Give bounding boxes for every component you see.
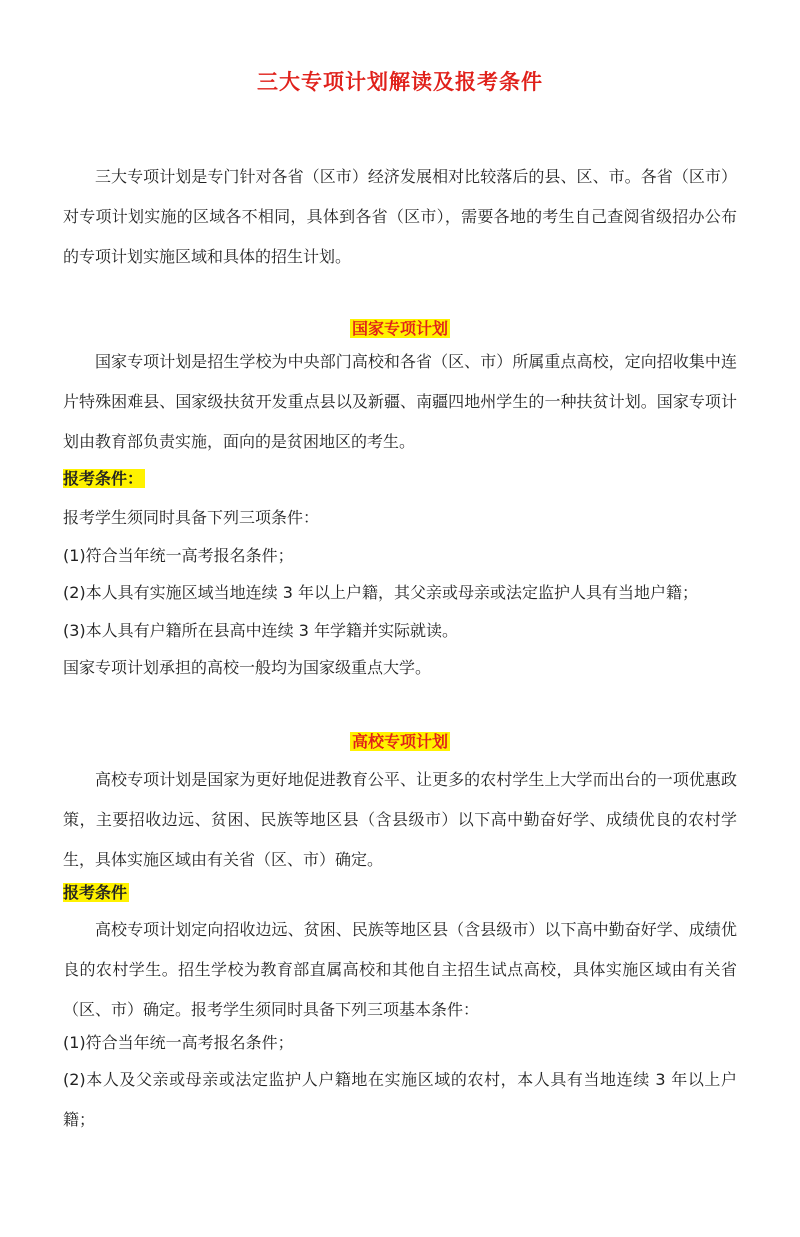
university-conditions-text: 高校专项计划定向招收边远、贫困、民族等地区县（含县级市）以下高中勤奋好学、成绩优良的农村学生。招生学校为教育部直属高校和其他自主招生试点高校，具体实施区域由有关省（区、市）确定。报考学生须同时具备下列三项基本条件： bbox=[63, 920, 737, 1019]
university-condition-item: (1)符合当年统一高考报名条件； bbox=[63, 1033, 294, 1052]
national-conditions-intro: 报考学生须同时具备下列三项条件： bbox=[63, 508, 320, 527]
university-condition-item: (2)本人及父亲或母亲或法定监护人户籍地在实施区域的农村，本人具有当地连续 3 年以上户籍； bbox=[63, 1070, 737, 1129]
page-title: 三大专项计划解读及报考条件 bbox=[257, 70, 543, 94]
university-plan-heading-text: 高校专项计划 bbox=[351, 732, 448, 751]
national-plan-description: 国家专项计划是招生学校为中央部门高校和各省（区、市）所属重点高校，定向招收集中连片特殊困难县、国家级扶贫开发重点县以及新疆、南疆四地州学生的一种扶贫计划。国家专项计划由教育部负责实施，面向的是贫困地区的考生。 bbox=[63, 352, 737, 451]
national-plan-heading-text: 国家专项计划 bbox=[351, 319, 448, 338]
national-condition-item: (2)本人具有实施区域当地连续 3 年以上户籍，其父亲或母亲或法定监护人具有当地户籍； bbox=[63, 583, 699, 602]
national-plan-heading bbox=[63, 316, 737, 342]
national-conditions-label bbox=[63, 466, 145, 492]
university-plan-description: 高校专项计划是国家为更好地促进教育公平、让更多的农村学生上大学而出台的一项优惠政策，主要招收边远、贫困、民族等地区县（含县级市）以下高中勤奋好学、成绩优良的农村学生，具体实施区域由有关省（区、市）确定。 bbox=[63, 770, 737, 869]
national-condition-item: (3)本人具有户籍所在县高中连续 3 年学籍并实际就读。 bbox=[63, 621, 459, 640]
national-plan-note: 国家专项计划承担的高校一般均为国家级重点大学。 bbox=[63, 658, 432, 677]
intro-paragraph: 三大专项计划是专门针对各省（区市）经济发展相对比较落后的县、区、市。各省（区市）对专项计划实施的区域各不相同，具体到各省（区市），需要各地的考生自己查阅省级招办公布的专项计划实施区域和具体的招生计划。 bbox=[63, 167, 737, 266]
university-conditions-label-text: 报考条件 bbox=[63, 883, 128, 902]
national-condition-item: (1)符合当年统一高考报名条件； bbox=[63, 546, 294, 565]
national-conditions-label-text: 报考条件： bbox=[63, 469, 144, 488]
university-conditions-label bbox=[63, 880, 129, 906]
university-plan-heading bbox=[63, 729, 737, 755]
